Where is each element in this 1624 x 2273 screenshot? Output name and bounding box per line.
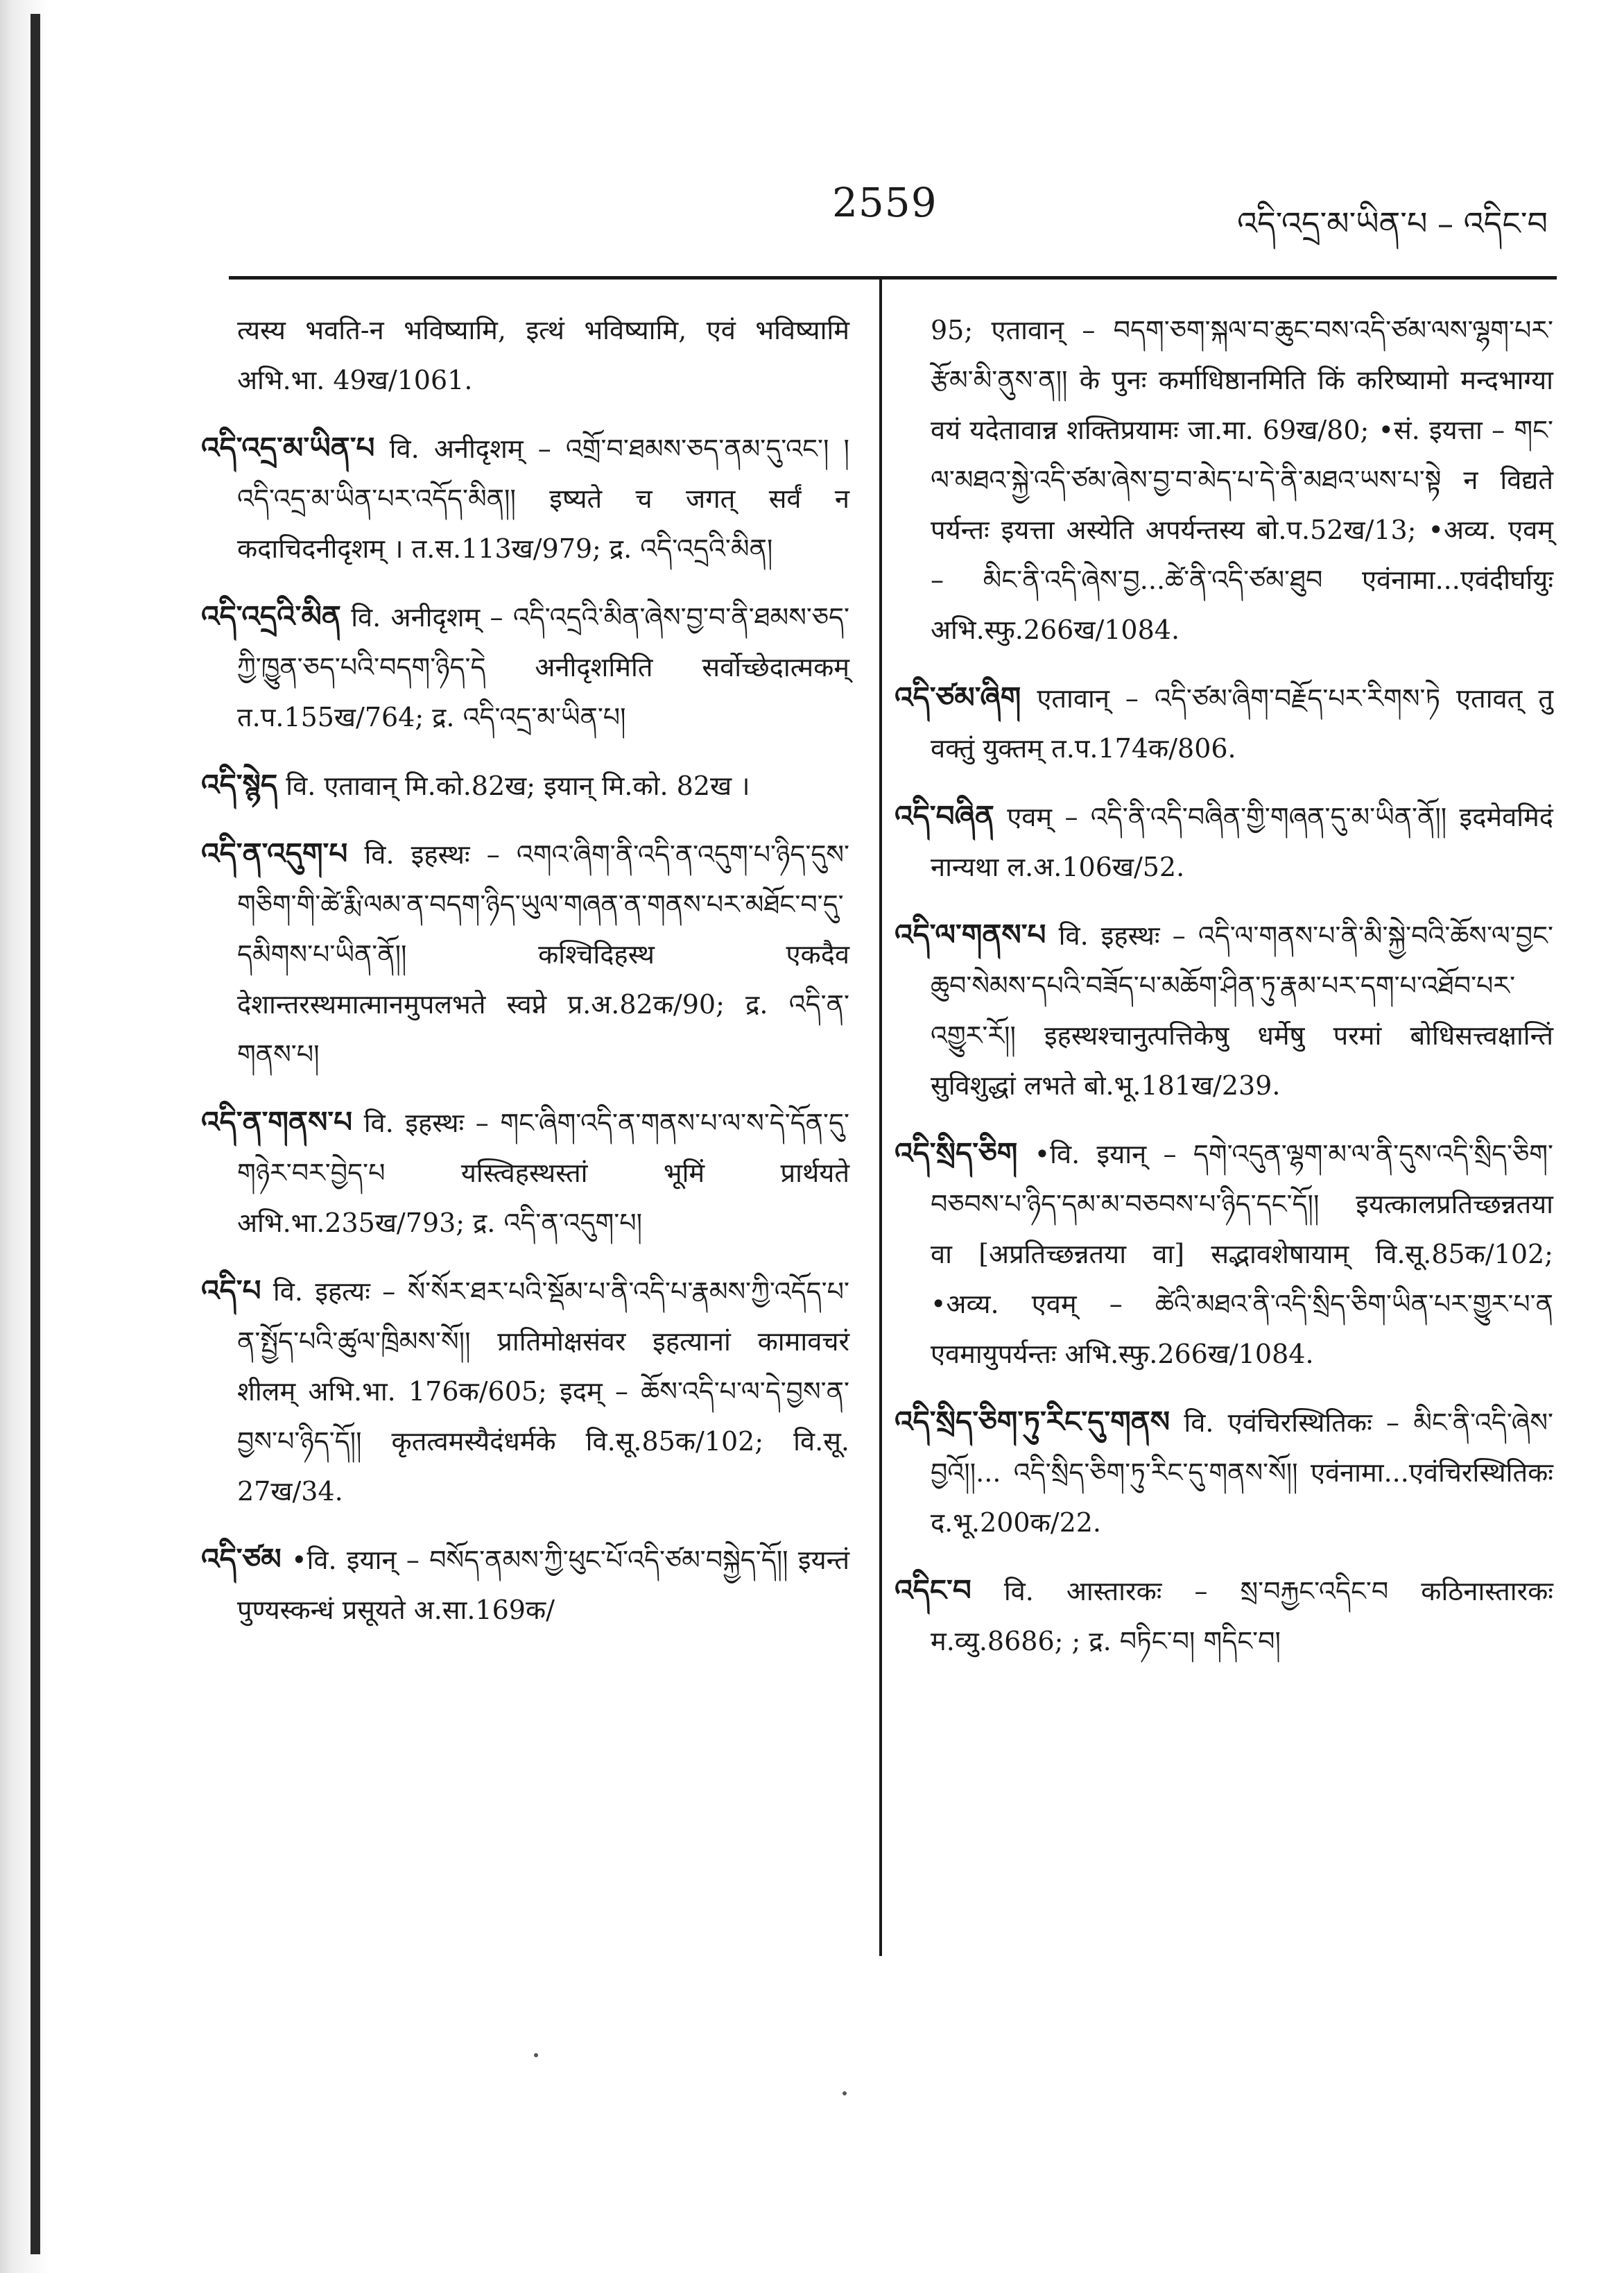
entry-headword: འདི་ཙམ — [201, 1542, 282, 1576]
entry-headword: འདི་སྲིད་ཅིག་ཏུ་རིང་དུ་གནས — [895, 1405, 1171, 1439]
entry-headword: འདི་ལ་གནས་པ — [895, 918, 1046, 952]
entry-definition: वि. अनीदृशम् – འགྲོ་བ་ཐམས་ཅད་ནམ་དུ་འང་། །འདི་འདྲ་མ་ཡིན་པར་འདོད་མིན།། इष्यते च जगत् सर्वं न कदाचिदनीदृशम् । त.स.113ख/979; द्र. འདི་འདྲའི་མིན། — [237, 434, 849, 564]
dictionary-entry — [895, 1129, 1553, 1379]
entry-headword: འདི་འདྲ་མ་ཡིན་པ — [201, 431, 375, 465]
page-number: 2559 — [832, 179, 938, 226]
dictionary-entry — [895, 791, 1553, 892]
entry-definition: वि. एतावान् मि.को.82ख; इयान् मि.को. 82ख । — [286, 771, 750, 801]
entry-definition: वि. इहस्थः – གང་ཞིག་འདི་ན་གནས་པ་ལ་ས་དེ་དོན་དུ་གཉེར་བར་བྱེད་པ यस्त्विहस्थस्तां भूमिं प्रार्थयते अभि.भा.235ख/793; द्र. འདི་ན་འདུག་པ། — [237, 1108, 849, 1238]
dictionary-entry — [895, 910, 1553, 1110]
entry-headword: འདི་བཞིན — [895, 799, 994, 833]
entry-headword: འདི་ན་འདུག་པ — [201, 837, 348, 870]
continuation-text: 95; एतावान् – བདག་ཅག་སྐལ་བ་ཆུང་བས་འདི་ཙམ་ལས་ལྷག་པར་རྩོམ་མི་ནུས་ན།། के पुनः कर्माधिष्ठानमिति किं करिष्यामो मन्दभाग्या वयं यदेतावान्न शक्तिप्रयामः जा.मा. 69ख/80; •सं. इयत्ता – གང་ལ་མཐའ་སྐྱེ་འདི་ཙམ་ཞེས་བྱ་བ་མེད་པ་དེ་ནི་མཐའ་ཡས་པ་སྟེ न विद्यते पर्यन्तः इयत्ता अस्येति अपर्यन्तस्य बो.प.52ख/13; •अव्य. एवम् – མིང་ནི་འདི་ཞེས་བྱ...ཚེ་ནི་འདི་ཙམ་ཐུབ एवंनामा...एवंदीर्घायुः अभि.स्फु.266ख/1084. — [931, 315, 1553, 645]
dictionary-entry — [201, 423, 849, 574]
header-rule — [229, 276, 1557, 280]
entry-definition: •वि. इयान् – བསོད་ནམས་ཀྱི་ཕུང་པོ་འདི་ཙམ་བསྐྱེད་དོ།། इयन्तं पुण्यस्कन्धं प्रसूयते अ.सा.169क/ — [237, 1545, 849, 1625]
entry-continuation — [201, 305, 849, 405]
entry-headword: འདི་པ — [201, 1273, 261, 1307]
entry-continuation — [895, 305, 1553, 655]
entry-definition: वि. इहस्थः – འདི་ལ་གནས་པ་ནི་མི་སྐྱེ་བའི་ཆོས་ལ་བྱང་ཆུབ་སེམས་དཔའི་བཟོད་པ་མཆོག་ཤིན་ཏུ་རྣམ་པར་དག་པ་འཐོབ་པར་འགྱུར་རོ།། इहस्थश्चानुत्पत्तिकेषु धर्मेषु परमां बोधिसत्त्वक्षान्तिं सुविशुद्धां लभते बो.भू.181ख/239. — [931, 920, 1553, 1101]
column-divider — [879, 277, 882, 1956]
dictionary-entry — [201, 829, 849, 1079]
dictionary-entry — [201, 1534, 849, 1635]
entry-headword: འདི་སྲིད་ཅིག — [895, 1136, 1018, 1170]
dictionary-entry — [895, 1397, 1553, 1547]
entry-headword: འདི་ཙམ་ཞིག — [895, 680, 1021, 714]
left-column — [201, 305, 849, 1653]
dictionary-entry — [201, 1097, 849, 1248]
scan-speck — [534, 2053, 538, 2057]
entry-definition: वि. एवंचिरस्थितिकः – མིང་ནི་འདི་ཞེས་བྱའོ།།... འདི་སྲིད་ཅིག་ཏུ་རིང་དུ་གནས་སོ།། एवंनामा...एवंचिरस्थितिकः द.भू.200क/22. — [931, 1407, 1553, 1538]
entry-definition: •वि. इयान् – དགེ་འདུན་ལྷག་མ་ལ་ནི་དུས་འདི་སྲིད་ཅིག་བཅབས་པ་ཉིད་དམ་མ་བཅབས་པ་ཉིད་དང་དོ།། इयत्कालप्रतिच्छन्नतया वा [अप्रतिच्छन्नतया वा] सद्भावशेषायाम् वि.सू.85क/102; •अव्य. एवम् – ཚེའི་མཐའ་ནི་འདི་སྲིད་ཅིག་ཡིན་པར་གྱུར་པ་ན एवमायुपर्यन्तः अभि.स्फु.266ख/1084. — [931, 1139, 1553, 1369]
entry-definition: एतावान् – འདི་ཙམ་ཞིག་བརྗོད་པར་རིགས་ཏེ एतावत् तु वक्तुं युक्तम् त.प.174क/806. — [931, 683, 1553, 764]
dictionary-entry — [895, 673, 1553, 773]
running-head: འདི་འདྲ་མ་ཡིན་པ – འདིང་བ — [1237, 205, 1548, 242]
scan-speck — [843, 2091, 847, 2095]
dictionary-entry — [201, 1266, 849, 1516]
dictionary-entry — [895, 1566, 1553, 1666]
entry-headword: འདི་འདྲའི་མིན — [201, 599, 341, 633]
entry-definition: वि. इहस्थः – འགའ་ཞིག་ནི་འདི་ན་འདུག་པ་ཉིད་དུས་གཅིག་གི་ཚེ་རྨི་ལམ་ན་བདག་ཉིད་ཡུལ་གཞན་ན་གནས་པར་མཐོང་བ་དུ་དམིགས་པ་ཡིན་ནོ།། कश्चिदिहस्थ एकदैव देशान्तरस्थमात्मानमुपलभते स्वप्ने प्र.अ.82क/90; द्र. འདི་ན་གནས་པ། — [237, 839, 849, 1070]
binding-edge — [0, 0, 49, 2273]
binding-line — [31, 14, 40, 2254]
entry-definition: एवम् – འདི་ནི་འདི་བཞིན་གྱི་གཞན་དུ་མ་ཡིན་ནོ།། इदमेवमिदं नान्यथा ल.अ.106ख/52. — [931, 802, 1553, 882]
dictionary-entry — [201, 760, 849, 811]
right-column — [895, 305, 1553, 1684]
entry-headword: འདི་ན་གནས་པ — [201, 1105, 353, 1139]
continuation-text: त्यस्य भवति-न भविष्यामि, इत्थं भविष्यामि, एवं भविष्यामि अभि.भा. 49ख/1061. — [237, 315, 849, 395]
entry-definition: वि. आस्तारकः – སྲ་བརྐྱང་འདིང་བ कठिनास्तारकः म.व्यु.8686; ; द्र. བཏིང་བ། གདིང་བ། — [931, 1576, 1553, 1656]
entry-headword: འདི་སྙེད — [201, 768, 278, 802]
dictionary-entry — [201, 592, 849, 742]
entry-headword: འདིང་བ — [895, 1573, 971, 1607]
entry-definition: वि. अनीदृशम् – འདི་འདྲའི་མིན་ཞེས་བྱ་བ་ནི་ཐམས་ཅད་ཀྱི་ཁྱུན་ཅད་པའི་བདག་ཉིད་དེ अनीदृशमिति सर्वोच्छेदात्मकम् त.प.155ख/764; द्र. འདི་འདྲ་མ་ཡིན་པ། — [237, 602, 849, 732]
entry-definition: वि. इहत्यः – སོ་སོར་ཐར་པའི་སྡོམ་པ་ནི་འདི་པ་རྣམས་ཀྱི་འདོད་པ་ན་སྤྱོད་པའི་ཚུལ་ཁྲིམས་སོ།། प्रातिमोक्षसंवर इहत्यानां कामावचरं शीलम् अभि.भा. 176क/605; इदम् – ཆོས་འདི་པ་ལ་དེ་བྱས་ན་བྱས་པ་ཉིད་དོ།། कृतत्वमस्यैदंधर्मके वि.सू.85क/102; वि.सू. 27ख/34. — [237, 1276, 849, 1507]
